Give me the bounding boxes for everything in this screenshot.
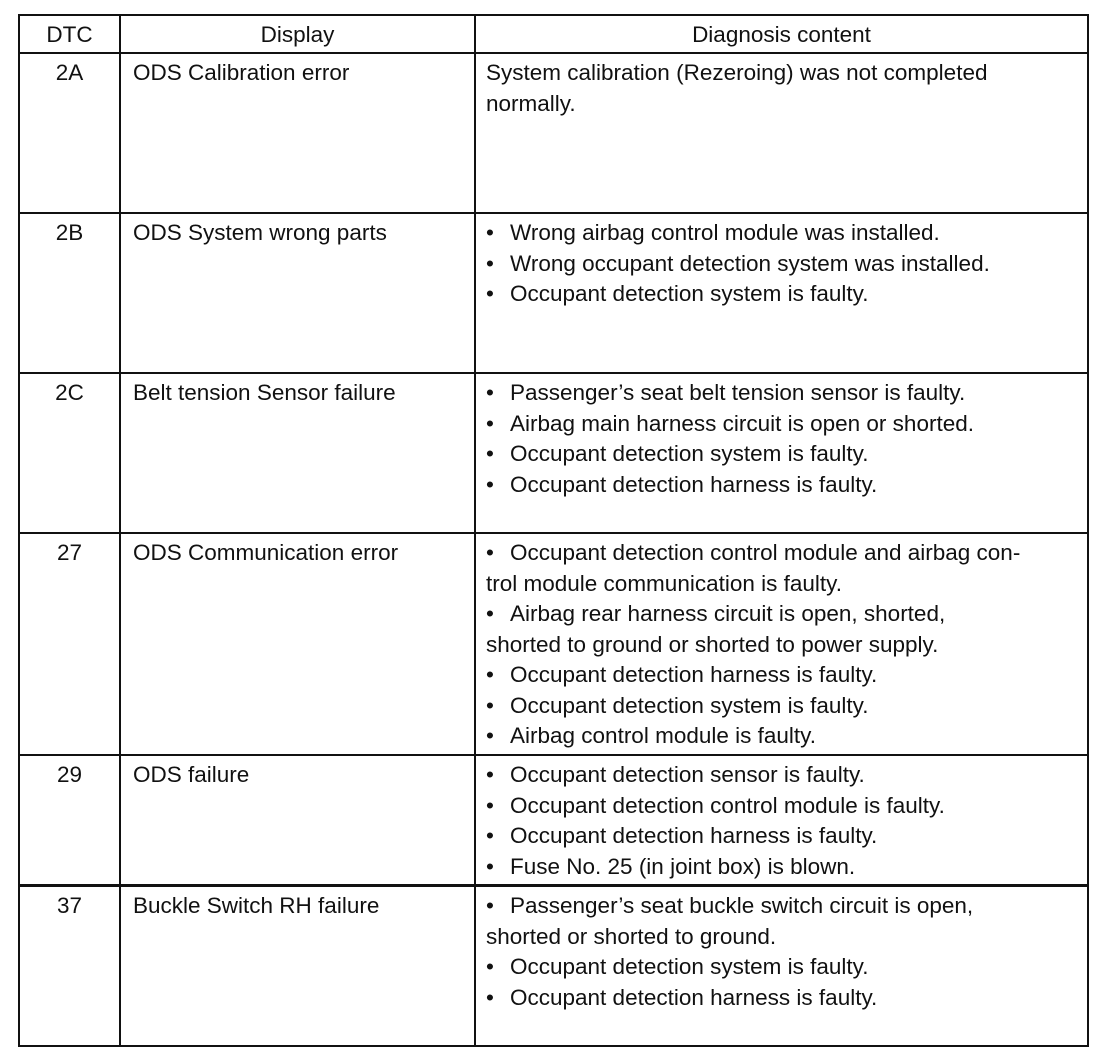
dtc-code: 27 <box>19 533 120 755</box>
display-text: ODS Calibration error <box>120 53 475 213</box>
bullet-icon: • <box>486 984 494 1010</box>
display-text: Belt tension Sensor failure <box>120 373 475 533</box>
diagnosis-line: • Occupant detection harness is faulty. <box>486 983 1081 1014</box>
diagnosis-line: normally. <box>486 90 576 116</box>
display-text: ODS failure <box>120 755 475 886</box>
diagnosis-line: • Wrong occupant detection system was installed. <box>486 249 1081 280</box>
dtc-code: 2C <box>19 373 120 533</box>
table-row <box>19 755 1088 886</box>
dtc-code: 2B <box>19 213 120 373</box>
bullet-icon: • <box>486 853 494 879</box>
bullet-icon: • <box>486 823 494 848</box>
diagnosis-line: • Airbag control module is faulty. <box>486 721 1081 752</box>
table-row <box>19 213 1088 373</box>
bullet-icon: • <box>486 220 494 245</box>
header-dtc: DTC <box>19 15 120 53</box>
diagnosis-content <box>475 533 1088 755</box>
table-row <box>19 886 1088 1047</box>
diagnosis-line: • Occupant detection system is faulty. <box>486 439 1081 470</box>
diagnosis-line: shorted or shorted to ground. <box>486 923 777 949</box>
diagnosis-line: • Fuse No. 25 (in joint box) is blown. <box>486 852 1081 883</box>
bullet-icon: • <box>486 441 494 466</box>
display-text: ODS System wrong parts <box>120 213 475 373</box>
bullet-icon: • <box>486 281 494 306</box>
diagnosis-line: • Airbag main harness circuit is open or shorted. <box>486 409 1081 440</box>
diagnosis-line: • Occupant detection system is faulty. <box>486 952 1081 983</box>
diagnosis-line: trol module communication is faulty. <box>486 570 842 596</box>
diagnosis-content <box>475 755 1088 886</box>
header-display: Display <box>120 15 475 53</box>
diagnosis-line: • Passenger’s seat buckle switch circuit is open, <box>486 891 1081 922</box>
bullet-icon: • <box>486 471 494 497</box>
diagnosis-line: • Occupant detection control module is faulty. <box>486 791 1081 822</box>
diagnosis-line: shorted to ground or shorted to power supply. <box>486 631 939 657</box>
dtc-code: 2A <box>19 53 120 213</box>
bullet-icon: • <box>486 723 494 748</box>
diagnosis-content <box>475 53 1088 213</box>
table-row <box>19 53 1088 213</box>
diagnosis-line: • Passenger’s seat belt tension sensor is faulty. <box>486 378 1081 409</box>
diagnosis-line: • Occupant detection system is faulty. <box>486 691 1081 722</box>
bullet-icon: • <box>486 540 494 565</box>
dtc-table <box>18 14 1089 1047</box>
diagnosis-line: • Wrong airbag control module was installed. <box>486 218 1081 249</box>
dtc-code: 29 <box>19 755 120 886</box>
dtc-code: 37 <box>19 886 120 1047</box>
diagnosis-line: • Occupant detection harness is faulty. <box>486 470 1081 501</box>
display-text: Buckle Switch RH failure <box>120 886 475 1047</box>
table-row <box>19 533 1088 755</box>
diagnosis-line: • Occupant detection harness is faulty. <box>486 821 1081 852</box>
diagnosis-content <box>475 373 1088 533</box>
bullet-icon: • <box>486 380 494 405</box>
header-row <box>19 15 1088 53</box>
bullet-icon: • <box>486 662 494 687</box>
bullet-icon: • <box>486 250 494 276</box>
bullet-icon: • <box>486 792 494 818</box>
diagnosis-line: • Airbag rear harness circuit is open, shorted, <box>486 599 1081 630</box>
diagnosis-line: • Occupant detection system is faulty. <box>486 279 1081 310</box>
diagnosis-line: • Occupant detection harness is faulty. <box>486 660 1081 691</box>
bullet-icon: • <box>486 601 494 626</box>
bullet-icon: • <box>486 954 494 979</box>
bullet-icon: • <box>486 762 494 787</box>
diagnosis-content <box>475 886 1088 1047</box>
table-row <box>19 373 1088 533</box>
diagnosis-line: • Occupant detection control module and airbag con- <box>486 538 1081 569</box>
diagnosis-line: System calibration (Rezeroing) was not completed <box>486 60 988 85</box>
diagnosis-line: • Occupant detection sensor is faulty. <box>486 760 1081 791</box>
bullet-icon: • <box>486 893 494 918</box>
diagnosis-content <box>475 213 1088 373</box>
header-diagnosis: Diagnosis content <box>475 15 1088 53</box>
display-text: ODS Communication error <box>120 533 475 755</box>
bullet-icon: • <box>486 410 494 436</box>
bullet-icon: • <box>486 692 494 718</box>
